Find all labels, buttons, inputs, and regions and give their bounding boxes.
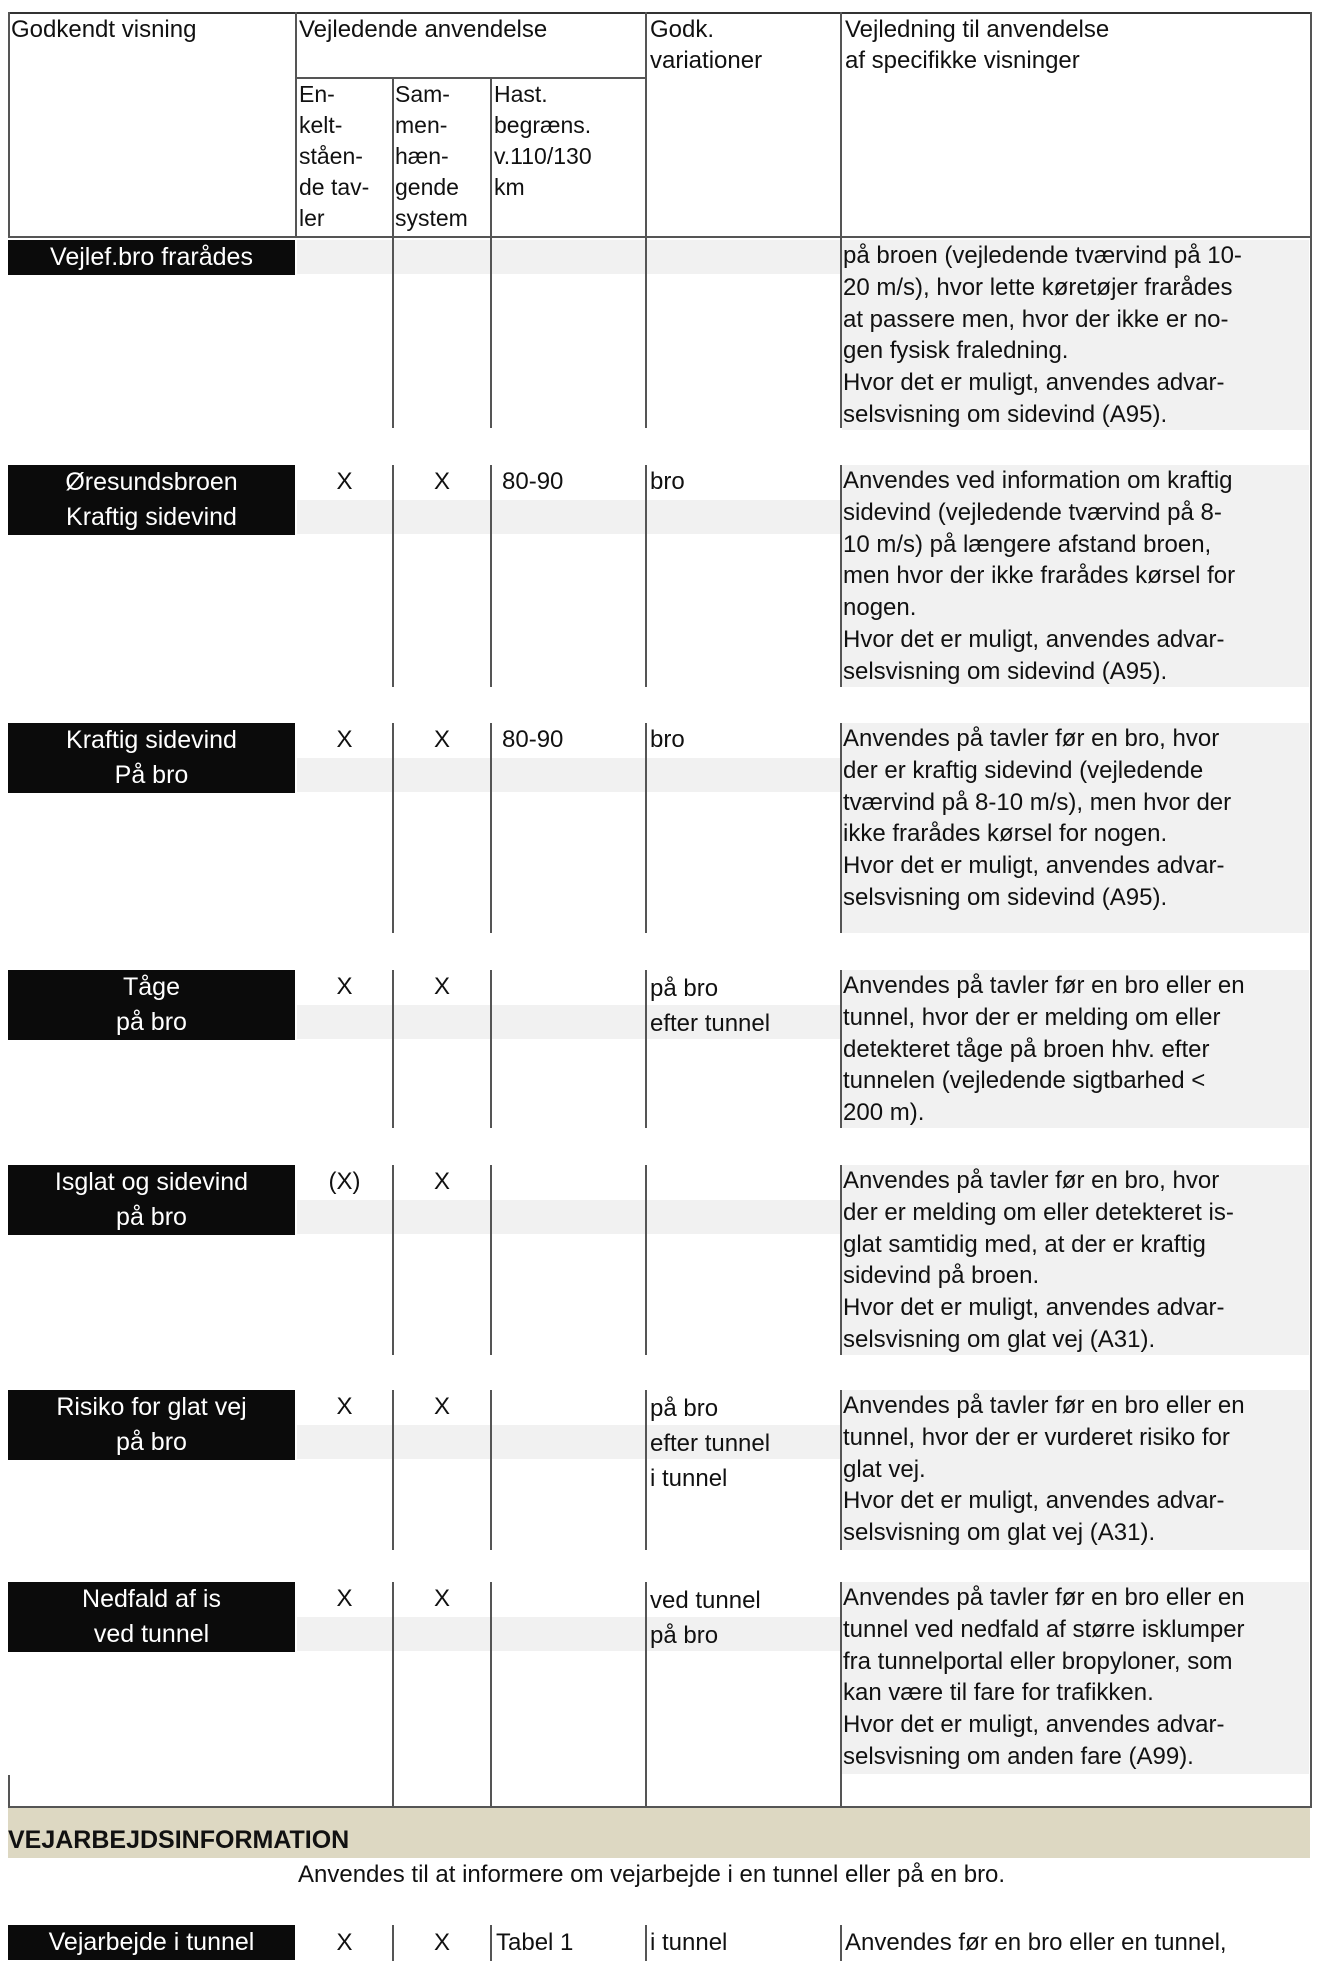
col-divider	[490, 238, 492, 428]
col-divider	[490, 1165, 492, 1355]
table-left-border	[8, 12, 10, 237]
system-value: X	[433, 1929, 450, 1956]
col-divider	[645, 723, 647, 933]
col-divider	[840, 1390, 842, 1550]
guidance-text: Anvendes på tavler før en bro, hvor der er melding om eller detekteret is- glat samtidig med, at der er kraftig sidevind på broen. Hvor det er muligt, anvendes advar- selsvisning om glat vej (A31).	[843, 1167, 1234, 1353]
col-divider	[840, 465, 842, 687]
sign-display-line-1: Øresundsbroen	[8, 465, 295, 500]
guidance-text: Anvendes på tavler før en bro eller en tunnel, hvor der er vurderet risiko for glat vej. Hvor det er muligt, anvendes advar- selsvisning om glat vej (A31).	[843, 1392, 1245, 1547]
variation-value: på bro efter tunnel i tunnel	[650, 1395, 771, 1492]
header-single-signs: En- kelt- ståen- de tav- ler	[299, 81, 370, 231]
single-signs-value: X	[336, 468, 353, 495]
guidance-text: Anvendes på tavler før en bro, hvor der er kraftig sidevind (vejledende tværvind på 8-10 m/s), men hvor der ikke frarådes kørsel for nogen. Hvor det er muligt, anvendes advar- selsvisning om sidevind (A95).	[843, 725, 1232, 911]
col-divider	[840, 1165, 842, 1355]
sign-display-line-1: Risiko for glat vej	[8, 1390, 295, 1425]
header-guidance: Vejledning til anvendelse af specifikke visninger	[845, 16, 1110, 74]
guidance-text: på broen (vejledende tværvind på 10- 20 m/s), hvor lette køretøjer frarådes at passere men, hvor der ikke er no- gen fysisk fraledning. Hvor det er muligt, anvendes advar- selsvisning om sidevind (A95).	[843, 242, 1242, 428]
col-divider	[645, 1165, 647, 1355]
header-divider-1	[295, 12, 297, 237]
sign-display-line-2: på bro	[8, 1005, 295, 1040]
header-subdivider-b	[490, 78, 492, 237]
sign-display-line-2: på bro	[8, 1200, 295, 1235]
single-signs-value: X	[336, 1585, 353, 1612]
speed-value: 80-90	[502, 726, 564, 753]
sign-display-line-2: På bro	[8, 758, 295, 793]
col-divider	[490, 970, 492, 1128]
system-value: X	[433, 468, 450, 495]
sign-display-line-1: Kraftig sidevind	[8, 723, 295, 758]
col-divider	[645, 1390, 647, 1550]
header-variations: Godk. variationer	[650, 16, 763, 74]
sign-display-line-1: Isglat og sidevind	[8, 1165, 295, 1200]
table-right-border	[1310, 12, 1312, 1806]
col-divider	[490, 1925, 492, 1961]
header-speed-limit: Hast. begræns. v.110/130 km	[494, 81, 592, 200]
guidance-text: Anvendes på tavler før en bro eller en tunnel ved nedfald af større isklumper fra tunnelportal eller bropyloner, som kan være til fare for trafikken. Hvor det er muligt, anvendes advar- selsvisning om anden fare (A99).	[843, 1584, 1245, 1770]
col-divider	[392, 1582, 394, 1806]
system-value: X	[433, 1168, 450, 1195]
col-divider	[392, 238, 394, 428]
single-signs-value: X	[336, 1393, 353, 1420]
col-divider	[645, 970, 647, 1128]
col-divider	[490, 723, 492, 933]
col-divider	[490, 465, 492, 687]
section-note: Anvendes til at informere om vejarbejde i en tunnel eller på en bro.	[298, 1861, 1006, 1888]
sign-display: Vejarbejde i tunnel	[8, 1925, 295, 1960]
col-divider	[840, 723, 842, 933]
system-value: X	[433, 973, 450, 1000]
speed-value: Tabel 1	[496, 1929, 574, 1956]
variation-value: bro	[650, 726, 685, 753]
header-guided-use: Vejledende anvendelse	[299, 16, 548, 43]
system-value: X	[433, 1585, 450, 1612]
header-subdivider-a	[392, 78, 394, 237]
system-value: X	[433, 1393, 450, 1420]
header-divider-3	[840, 12, 842, 237]
col-divider	[840, 1582, 842, 1806]
col-divider	[645, 1925, 647, 1961]
sign-display-line-2: ved tunnel	[8, 1617, 295, 1652]
variation-value: bro	[650, 468, 685, 495]
col-divider	[840, 238, 842, 428]
sign-display-line-1: Tåge	[8, 970, 295, 1005]
variation-value: ved tunnel på bro	[650, 1587, 761, 1649]
header-approved-display: Godkendt visning	[11, 16, 197, 43]
col-divider	[490, 1582, 492, 1806]
col-divider	[645, 1582, 647, 1806]
header-bottom-rule	[8, 236, 1310, 238]
guidance-text: Anvendes før en bro eller en tunnel,	[845, 1929, 1227, 1956]
col-divider	[490, 1390, 492, 1550]
sign-display-line-2: på bro	[8, 1425, 295, 1460]
section-title: VEJARBEJDSINFORMATION	[8, 1826, 350, 1854]
guidance-text: Anvendes på tavler før en bro eller en tunnel, hvor der er melding om eller detekteret tåge på broen hhv. efter tunnelen (vejledende sigtbarhed < 200 m).	[843, 972, 1245, 1127]
col-divider	[645, 465, 647, 687]
col-divider	[392, 465, 394, 687]
variation-value: på bro efter tunnel	[650, 975, 771, 1037]
col-divider	[645, 238, 647, 428]
header-divider-2	[645, 12, 647, 237]
variation-value: i tunnel	[650, 1929, 728, 1956]
header-connected-system: Sam- men- hæn- gende system	[395, 81, 468, 231]
col-divider-left	[8, 1775, 10, 1806]
speed-value: 80-90	[502, 468, 564, 495]
single-signs-value: X	[336, 1929, 353, 1956]
guidance-text: Anvendes ved information om kraftig sidevind (vejledende tværvind på 8- 10 m/s) på længere afstand broen, men hvor der ikke frarådes kørsel for nogen. Hvor det er muligt, anvendes advar- selsvisning om sidevind (A95).	[843, 467, 1236, 685]
col-divider	[840, 970, 842, 1128]
sign-display-line-1: Nedfald af is	[8, 1582, 295, 1617]
single-signs-value: X	[336, 726, 353, 753]
single-signs-value: X	[336, 973, 353, 1000]
system-value: X	[433, 726, 450, 753]
sign-display-line-2: Kraftig sidevind	[8, 500, 295, 535]
col-divider	[840, 1925, 842, 1961]
single-signs-value: (X)	[328, 1168, 361, 1195]
sign-display: Vejlef.bro frarådes	[8, 240, 295, 275]
